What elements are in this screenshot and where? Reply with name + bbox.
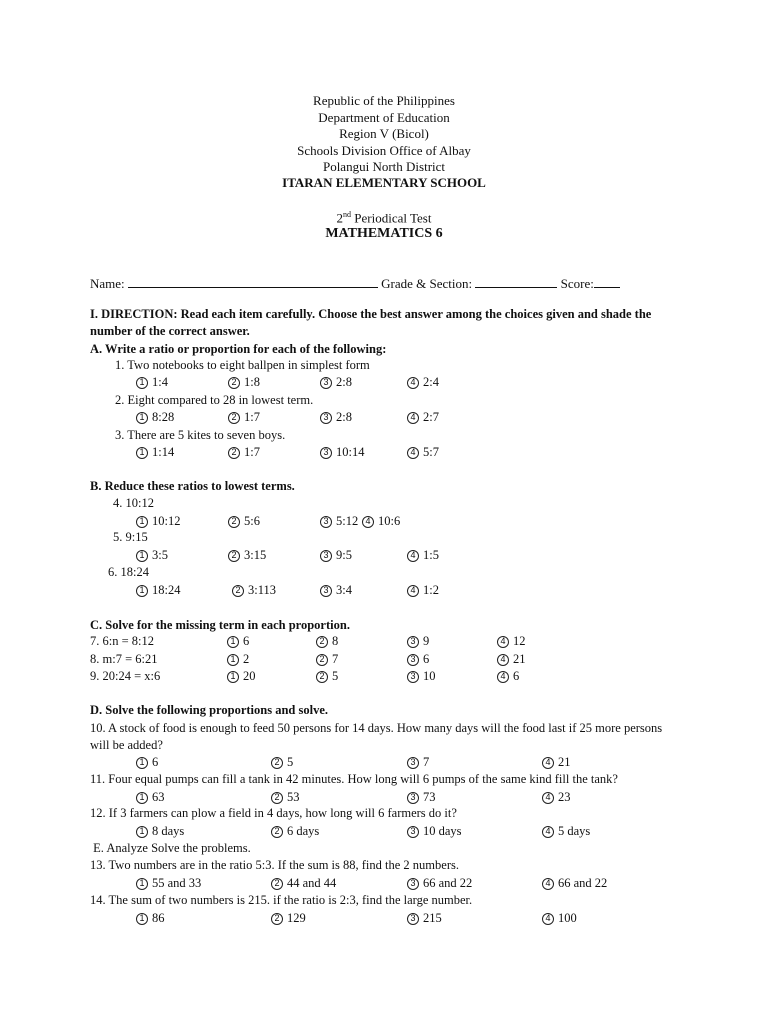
q6-option-1-text: 18:24 [152, 583, 181, 597]
option-circle-2[interactable]: 2 [271, 878, 283, 890]
q2-option-4-text: 2:7 [423, 410, 439, 424]
q1-option-3-text: 2:8 [336, 375, 352, 389]
q7-option-2[interactable] [316, 634, 338, 649]
option-circle-1[interactable]: 1 [227, 636, 239, 648]
q3-option-1-text: 1:14 [152, 445, 175, 459]
q6-option-1[interactable] [136, 583, 180, 598]
q9-option-2-text: 5 [332, 669, 339, 683]
option-circle-4[interactable]: 4 [497, 671, 509, 683]
q5-option-2[interactable] [228, 548, 266, 563]
option-circle-3[interactable]: 3 [407, 671, 419, 683]
question-2: 2. Eight compared to 28 in lowest term. [115, 393, 314, 407]
q11-option-2[interactable] [271, 790, 300, 805]
q1-option-4[interactable] [407, 375, 439, 390]
question-6: 6. 18:24 [108, 565, 149, 579]
q3-option-3-text: 10:14 [336, 445, 365, 459]
q14-option-1[interactable] [136, 911, 165, 926]
q14-option-4-text: 100 [558, 911, 577, 925]
section-b-title: B. Reduce these ratios to lowest terms. [90, 479, 295, 493]
q5-option-3-text: 9:5 [336, 548, 352, 562]
header-line-5: Polangui North District [322, 159, 446, 174]
q14-option-3[interactable] [407, 911, 442, 926]
school-name: ITARAN ELEMENTARY SCHOOL [282, 175, 486, 190]
option-circle-4[interactable]: 4 [407, 550, 419, 562]
option-circle-2[interactable]: 2 [271, 913, 283, 925]
q7-option-4-text: 12 [513, 634, 526, 648]
q3-option-2[interactable] [228, 445, 260, 460]
q5-option-4-text: 1:5 [423, 548, 439, 562]
q14-option-3-text: 215 [423, 911, 442, 925]
q7-option-3-text: 9 [423, 634, 430, 648]
q8-option-1[interactable] [227, 652, 249, 667]
option-circle-1[interactable]: 1 [136, 757, 148, 769]
option-circle-2[interactable]: 2 [228, 516, 240, 528]
option-circle-2[interactable]: 2 [228, 550, 240, 562]
q10-option-2-text: 5 [287, 755, 294, 769]
section-c-title: C. Solve for the missing term in each proportion. [90, 618, 350, 632]
q14-option-2-text: 129 [287, 911, 306, 925]
q7-option-1[interactable] [227, 634, 249, 649]
q11-option-2-text: 53 [287, 790, 300, 804]
option-circle-1[interactable]: 1 [136, 412, 148, 424]
q9-option-4-text: 6 [513, 669, 520, 683]
q9-option-3-text: 10 [423, 669, 436, 683]
q1-option-1-text: 1:4 [152, 375, 168, 389]
option-circle-2[interactable]: 2 [228, 377, 240, 389]
option-circle-2[interactable]: 2 [271, 757, 283, 769]
option-circle-2[interactable]: 2 [316, 654, 328, 666]
q3-option-3[interactable] [320, 445, 364, 460]
option-circle-1[interactable]: 1 [227, 671, 239, 683]
q11-option-4[interactable] [542, 790, 571, 805]
q1-option-2[interactable] [228, 375, 260, 390]
option-circle-1[interactable]: 1 [136, 585, 148, 597]
option-circle-4[interactable]: 4 [407, 447, 419, 459]
q11-option-3-text: 73 [423, 790, 436, 804]
option-circle-3[interactable]: 3 [407, 878, 419, 890]
q4-option-1-text: 10:12 [152, 514, 181, 528]
option-circle-2[interactable]: 2 [228, 447, 240, 459]
q7-option-3[interactable] [407, 634, 429, 649]
option-circle-3[interactable]: 3 [320, 377, 332, 389]
question-13: 13. Two numbers are in the ratio 5:3. If the sum is 88, find the 2 numbers. [90, 858, 459, 872]
test-label: Periodical Test [354, 210, 432, 226]
option-circle-1[interactable]: 1 [136, 447, 148, 459]
question-9: 9. 20:24 = x:6 [90, 669, 161, 683]
question-14: 14. The sum of two numbers is 215. if the ratio is 2:3, find the large number. [90, 893, 473, 907]
option-circle-4[interactable]: 4 [407, 412, 419, 424]
question-4: 4. 10:12 [113, 496, 154, 510]
q5-option-1[interactable] [136, 548, 168, 563]
q13-option-1[interactable] [136, 876, 201, 891]
option-circle-3[interactable]: 3 [320, 550, 332, 562]
question-12: 12. If 3 farmers can plow a field in 4 days, how long will 6 farmers do it? [90, 806, 457, 820]
option-circle-4[interactable]: 4 [542, 757, 554, 769]
q11-option-3[interactable] [407, 790, 436, 805]
option-circle-2[interactable]: 2 [232, 585, 244, 597]
q11-option-4-text: 23 [558, 790, 571, 804]
q8-option-2-text: 7 [332, 652, 339, 666]
section-d-title: D. Solve the following proportions and solve. [90, 703, 328, 717]
q4-option-2[interactable] [228, 514, 260, 529]
test-number-suffix: nd [343, 210, 352, 219]
q14-option-4[interactable] [542, 911, 577, 926]
q12-option-1-text: 8 days [152, 824, 185, 838]
score-field[interactable] [594, 275, 620, 288]
q10-option-1-text: 6 [152, 755, 159, 769]
q1-option-4-text: 2:4 [423, 375, 439, 389]
q9-option-4[interactable] [497, 669, 519, 684]
q6-option-3[interactable] [320, 583, 352, 598]
q1-option-2-text: 1:8 [244, 375, 260, 389]
q14-option-1-text: 86 [152, 911, 165, 925]
grade-section-field[interactable] [475, 275, 557, 288]
question-3: 3. There are 5 kites to seven boys. [115, 428, 286, 442]
q8-option-2[interactable] [316, 652, 338, 667]
q10-option-3[interactable] [407, 755, 429, 770]
q4-option-2-text: 5:6 [244, 514, 260, 528]
q12-option-3[interactable] [407, 824, 462, 839]
header-line-1: Republic of the Philippines [313, 93, 455, 108]
question-1: 1. Two notebooks to eight ballpen in simplest form [115, 358, 370, 372]
grade-section-label: Grade & Section: [381, 276, 473, 291]
q3-option-4[interactable] [407, 445, 439, 460]
option-circle-4[interactable]: 4 [362, 516, 374, 528]
option-circle-3[interactable]: 3 [407, 636, 419, 648]
q12-option-2[interactable] [271, 824, 319, 839]
option-circle-3[interactable]: 3 [320, 516, 332, 528]
q12-option-4-text: 5 days [558, 824, 591, 838]
option-circle-2[interactable]: 2 [271, 792, 283, 804]
score-label: Score: [560, 276, 594, 291]
q3-option-4-text: 5:7 [423, 445, 439, 459]
direction-line-1: I. DIRECTION: Read each item carefully. Choose the best answer among the choices given and shade the [90, 307, 652, 321]
option-circle-3[interactable]: 3 [320, 412, 332, 424]
q10-option-4-text: 21 [558, 755, 571, 769]
q6-option-4-text: 1:2 [423, 583, 439, 597]
option-circle-2[interactable]: 2 [316, 671, 328, 683]
q8-option-4-text: 21 [513, 652, 526, 666]
q7-option-4[interactable] [497, 634, 526, 649]
header-line-3: Region V (Bicol) [339, 126, 429, 141]
option-circle-1[interactable]: 1 [136, 878, 148, 890]
option-circle-2[interactable]: 2 [316, 636, 328, 648]
option-circle-1[interactable]: 1 [136, 826, 148, 838]
direction-line-2: number of the correct answer. [90, 324, 250, 338]
q4-option-3[interactable] [320, 514, 358, 529]
test-number: 2 [336, 210, 344, 226]
q5-option-4[interactable] [407, 548, 439, 563]
q2-option-3[interactable] [320, 410, 352, 425]
q2-option-2-text: 1:7 [244, 410, 260, 424]
q3-option-1[interactable] [136, 445, 174, 460]
option-circle-4[interactable]: 4 [542, 878, 554, 890]
q6-option-4[interactable] [407, 583, 439, 598]
option-circle-4[interactable]: 4 [542, 913, 554, 925]
q5-option-3[interactable] [320, 548, 352, 563]
q12-option-3-text: 10 days [423, 824, 462, 838]
question-7: 7. 6:n = 8:12 [90, 634, 154, 648]
option-circle-3[interactable]: 3 [320, 585, 332, 597]
q6-option-2[interactable] [232, 583, 276, 598]
subject-title: MATHEMATICS 6 [325, 226, 443, 241]
option-circle-4[interactable]: 4 [407, 585, 419, 597]
option-circle-3[interactable]: 3 [407, 826, 419, 838]
option-circle-1[interactable]: 1 [136, 377, 148, 389]
name-field[interactable] [128, 275, 378, 288]
section-e-title: E. Analyze Solve the problems. [90, 841, 251, 855]
option-circle-1[interactable]: 1 [136, 792, 148, 804]
q13-option-4[interactable] [542, 876, 607, 891]
q11-option-1[interactable] [136, 790, 165, 805]
option-circle-3[interactable]: 3 [407, 913, 419, 925]
option-circle-1[interactable]: 1 [227, 654, 239, 666]
q4-option-4[interactable] [362, 514, 400, 529]
option-circle-3[interactable]: 3 [407, 792, 419, 804]
option-circle-1[interactable]: 1 [136, 516, 148, 528]
question-10-line-1: 10. A stock of food is enough to feed 50 persons for 14 days. How many days will the food last if 25 more persons [90, 721, 663, 735]
q9-option-3[interactable] [407, 669, 436, 684]
q6-option-2-text: 3:113 [248, 583, 277, 597]
test-title [0, 207, 768, 227]
q2-option-1-text: 8:28 [152, 410, 175, 424]
q10-option-4[interactable] [542, 755, 571, 770]
q2-option-1[interactable] [136, 410, 174, 425]
q8-option-3-text: 6 [423, 652, 430, 666]
question-8: 8. m:7 = 6:21 [90, 652, 158, 666]
q4-option-3-text: 5:12 [336, 514, 359, 528]
q10-option-3-text: 7 [423, 755, 430, 769]
q10-option-2[interactable] [271, 755, 293, 770]
q12-option-4[interactable] [542, 824, 590, 839]
option-circle-2[interactable]: 2 [271, 826, 283, 838]
q8-option-3[interactable] [407, 652, 429, 667]
q12-option-2-text: 6 days [287, 824, 320, 838]
q13-option-3-text: 66 and 22 [423, 876, 473, 890]
q13-option-2[interactable] [271, 876, 336, 891]
option-circle-4[interactable]: 4 [497, 654, 509, 666]
header-line-2: Department of Education [318, 110, 450, 125]
header-line-4: Schools Division Office of Albay [297, 143, 471, 158]
name-label: Name: [90, 276, 125, 291]
q8-option-1-text: 2 [243, 652, 250, 666]
option-circle-2[interactable]: 2 [228, 412, 240, 424]
q7-option-1-text: 6 [243, 634, 250, 648]
q13-option-2-text: 44 and 44 [287, 876, 337, 890]
q9-option-1[interactable] [227, 669, 256, 684]
question-11: 11. Four equal pumps can fill a tank in 42 minutes. How long will 6 pumps of the same kind fill the tank? [90, 772, 618, 786]
q13-option-1-text: 55 and 33 [152, 876, 202, 890]
q1-option-3[interactable] [320, 375, 352, 390]
option-circle-3[interactable]: 3 [407, 654, 419, 666]
q2-option-3-text: 2:8 [336, 410, 352, 424]
option-circle-3[interactable]: 3 [320, 447, 332, 459]
question-10-line-2: will be added? [90, 738, 163, 752]
option-circle-4[interactable]: 4 [497, 636, 509, 648]
q5-option-2-text: 3:15 [244, 548, 267, 562]
q4-option-4-text: 10:6 [378, 514, 401, 528]
q9-option-2[interactable] [316, 669, 338, 684]
q2-option-2[interactable] [228, 410, 260, 425]
q11-option-1-text: 63 [152, 790, 165, 804]
q9-option-1-text: 20 [243, 669, 256, 683]
q12-option-1[interactable] [136, 824, 184, 839]
q3-option-2-text: 1:7 [244, 445, 260, 459]
q7-option-2-text: 8 [332, 634, 339, 648]
q10-option-1[interactable] [136, 755, 158, 770]
option-circle-3[interactable]: 3 [407, 757, 419, 769]
option-circle-1[interactable]: 1 [136, 550, 148, 562]
q8-option-4[interactable] [497, 652, 526, 667]
option-circle-4[interactable]: 4 [542, 826, 554, 838]
name-row [90, 275, 620, 292]
q13-option-3[interactable] [407, 876, 472, 891]
option-circle-1[interactable]: 1 [136, 913, 148, 925]
q1-option-1[interactable] [136, 375, 168, 390]
q13-option-4-text: 66 and 22 [558, 876, 608, 890]
q2-option-4[interactable] [407, 410, 439, 425]
section-a-title: A. Write a ratio or proportion for each of the following: [90, 342, 387, 356]
q5-option-1-text: 3:5 [152, 548, 168, 562]
q4-option-1[interactable] [136, 514, 180, 529]
option-circle-4[interactable]: 4 [407, 377, 419, 389]
question-5: 5. 9:15 [113, 530, 148, 544]
q14-option-2[interactable] [271, 911, 306, 926]
option-circle-4[interactable]: 4 [542, 792, 554, 804]
q6-option-3-text: 3:4 [336, 583, 352, 597]
